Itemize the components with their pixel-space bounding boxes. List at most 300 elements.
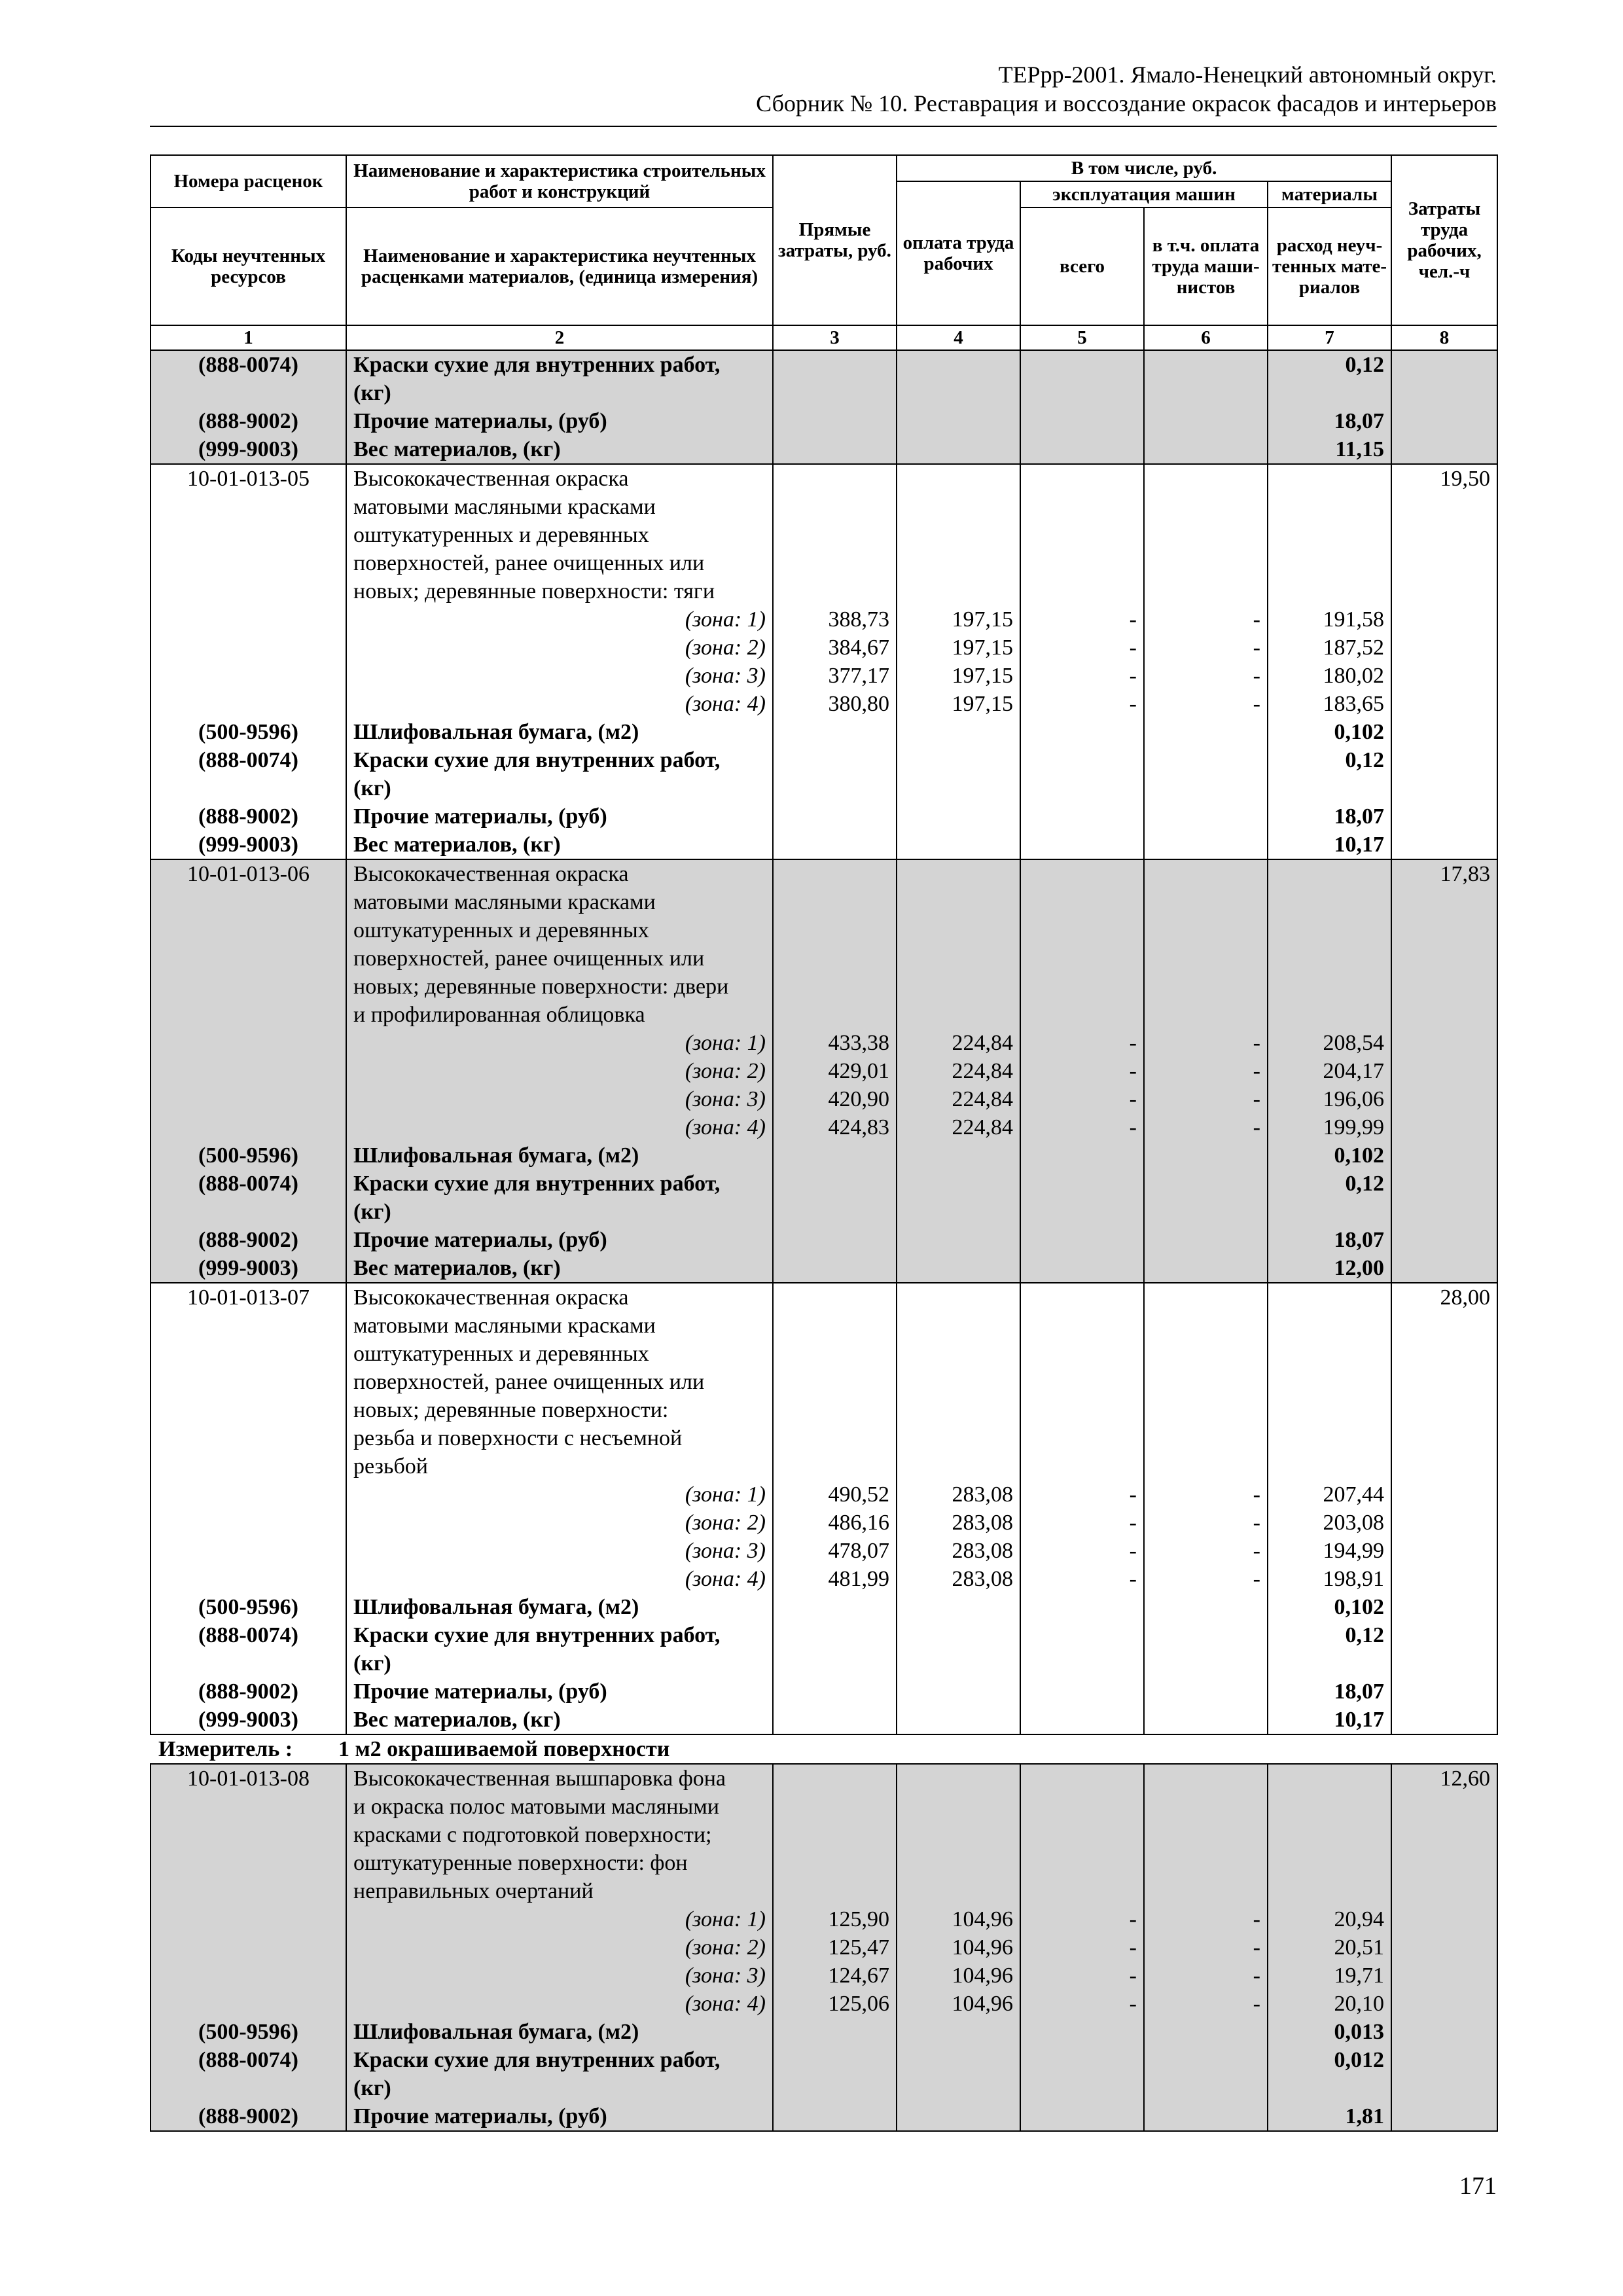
labor-hours [1391,2018,1497,2046]
labor-hours [1391,407,1497,435]
description-line: матовыми масляными красками [353,495,656,519]
resource-code: (500-9596) [151,2018,346,2046]
wage-cost [897,464,1020,605]
col4-header: оплата труда рабочих [897,181,1020,325]
machine-wage-cost: - [1144,1537,1268,1565]
wage-cost: 283,08 [897,1480,1020,1509]
labor-hours [1391,1962,1497,1990]
labor-hours [1391,1706,1497,1734]
labor-hours [1391,1677,1497,1706]
machine-cost: - [1020,1029,1144,1057]
col-number: 3 [773,325,897,350]
zone-row [151,1057,1497,1085]
rate-row [151,859,1497,1029]
material-cost: 199,99 [1268,1113,1391,1141]
machine-cost [1020,2046,1144,2102]
header-line-1: ТЕРрр-2001. Ямало-Ненецкий автономный округ. [998,62,1497,88]
rate-code: 10-01-013-05 [151,464,346,605]
material-name [346,1141,773,1170]
machine-cost [1020,1254,1144,1283]
machine-cost [1020,1593,1144,1621]
machine-wage-cost [1144,1283,1268,1480]
machine-cost [1020,831,1144,859]
material-consumption: 0,102 [1268,1593,1391,1621]
machine-cost [1020,407,1144,435]
zone-code-cell [151,1480,346,1509]
material-row [151,2018,1497,2046]
zone-label: (зона: 1) [346,1480,773,1509]
material-name-line: (кг) [353,1200,391,1224]
wage-cost: 224,84 [897,1029,1020,1057]
labor-hours [1391,718,1497,746]
zone-label: (зона: 3) [346,1085,773,1113]
machine-wage-cost [1144,2046,1268,2102]
material-consumption: 0,12 [1268,746,1391,802]
resource-code: (500-9596) [151,1141,346,1170]
machine-wage-cost [1144,2102,1268,2131]
machine-wage-cost [1144,1764,1268,1905]
wage-cost: 224,84 [897,1057,1020,1085]
zone-code-cell [151,662,346,690]
machine-cost [1020,1170,1144,1226]
labor-hours [1391,1990,1497,2018]
material-row [151,435,1497,464]
material-cost: 208,54 [1268,1029,1391,1057]
material-name [346,1226,773,1254]
zone-code-cell [151,1113,346,1141]
material-name-line: Шлифовальная бумага, (м2) [353,1595,639,1619]
machine-cost: - [1020,605,1144,634]
header-rule [150,126,1497,127]
resource-code: (999-9003) [151,1706,346,1734]
machine-wage-cost: - [1144,1565,1268,1593]
wage-cost [897,407,1020,435]
resource-code: (888-9002) [151,1226,346,1254]
zone-code-cell [151,1933,346,1962]
zone-row [151,1480,1497,1509]
material-name-line: Прочие материалы, (руб) [353,1679,607,1704]
direct-cost: 124,67 [773,1962,897,1990]
direct-cost [773,1677,897,1706]
material-consumption: 12,00 [1268,1254,1391,1283]
direct-cost: 433,38 [773,1029,897,1057]
machine-wage-cost [1144,859,1268,1029]
material-name-line: (кг) [353,2076,391,2100]
material-cost [1268,1764,1391,1905]
machine-wage-cost [1144,1170,1268,1226]
zone-label: (зона: 3) [346,662,773,690]
material-consumption: 0,012 [1268,2046,1391,2102]
wage-cost [897,1706,1020,1734]
resource-code: (888-0074) [151,350,346,407]
material-cost: 204,17 [1268,1057,1391,1085]
description-line: резьбой [353,1454,428,1479]
machine-cost: - [1020,1537,1144,1565]
direct-cost [773,1621,897,1677]
table-body [151,350,1497,2131]
material-consumption: 18,07 [1268,1677,1391,1706]
material-consumption: 0,102 [1268,1141,1391,1170]
machine-wage-cost [1144,1621,1268,1677]
machine-wage-cost [1144,2018,1268,2046]
machine-wage-cost [1144,1593,1268,1621]
resource-code: (888-9002) [151,802,346,831]
col1-top-header: Номера расценок [151,155,346,207]
direct-cost [773,1170,897,1226]
wage-cost [897,1283,1020,1480]
labor-hours [1391,1113,1497,1141]
zone-label: (зона: 3) [346,1537,773,1565]
material-cost: 183,65 [1268,690,1391,718]
direct-cost: 384,67 [773,634,897,662]
wage-cost [897,350,1020,407]
material-consumption: 10,17 [1268,831,1391,859]
machine-wage-cost [1144,1141,1268,1170]
material-name [346,407,773,435]
labor-hours [1391,2046,1497,2102]
zone-row [151,1565,1497,1593]
material-cost: 203,08 [1268,1509,1391,1537]
wage-cost: 283,08 [897,1509,1020,1537]
table-head [151,155,1497,350]
zone-row [151,1085,1497,1113]
labor-hours [1391,831,1497,859]
rate-row [151,1764,1497,1905]
measure-label: Измеритель : [158,1737,293,1761]
description-line: новых; деревянные поверхности: [353,1398,669,1422]
labor-hours [1391,1170,1497,1226]
labor-hours [1391,1141,1497,1170]
machines-header: эксплуатация машин [1020,181,1268,207]
resource-code: (999-9003) [151,831,346,859]
material-name-line: (кг) [353,1651,391,1676]
material-cost: 180,02 [1268,662,1391,690]
zone-label: (зона: 1) [346,1029,773,1057]
wage-cost [897,1226,1020,1254]
labor-hours [1391,1933,1497,1962]
material-name [346,831,773,859]
material-name [346,2102,773,2131]
wage-cost [897,802,1020,831]
machine-cost [1020,464,1144,605]
wage-cost: 224,84 [897,1113,1020,1141]
description-line: поверхностей, ранее очищенных или [353,946,705,971]
direct-cost: 429,01 [773,1057,897,1085]
machine-wage-cost [1144,1226,1268,1254]
description-line: поверхностей, ранее очищенных или [353,1370,705,1394]
labor-hours [1391,1621,1497,1677]
labor-hours [1391,1565,1497,1593]
description-line: резьба и поверхности с несъемной [353,1426,683,1450]
labor-hours [1391,435,1497,464]
material-name [346,1621,773,1677]
zone-code-cell [151,605,346,634]
material-name [346,802,773,831]
material-name-line: Краски сухие для внутренних работ, [353,353,721,377]
material-row [151,1141,1497,1170]
direct-cost [773,407,897,435]
resource-code: (888-0074) [151,1170,346,1226]
zone-label: (зона: 2) [346,1933,773,1962]
col2-bottom-header: Наименование и характеристика неучтенных расценками материалов, (единица измерения) [346,207,773,325]
direct-cost: 125,90 [773,1905,897,1933]
description-line: оштукатуренные поверхности: фон [353,1851,688,1875]
wage-cost [897,2102,1020,2131]
material-name [346,1170,773,1226]
material-row [151,1677,1497,1706]
wage-cost [897,718,1020,746]
machine-wage-cost: - [1144,1509,1268,1537]
material-consumption: 1,81 [1268,2102,1391,2131]
zone-label: (зона: 2) [346,634,773,662]
measure-cell [151,1734,1497,1764]
column-numbers-row [151,325,1497,350]
direct-cost: 388,73 [773,605,897,634]
material-name-line: Шлифовальная бумага, (м2) [353,1143,639,1168]
col7-header: расход неуч-тенных мате-риалов [1268,207,1391,325]
material-cost: 20,51 [1268,1933,1391,1962]
direct-cost: 481,99 [773,1565,897,1593]
col-number: 6 [1144,325,1268,350]
resource-code: (999-9003) [151,435,346,464]
machine-cost [1020,1621,1144,1677]
material-name-line: Краски сухие для внутренних работ, [353,1623,721,1647]
material-cost [1268,464,1391,605]
zone-code-cell [151,1085,346,1113]
direct-cost [773,435,897,464]
machine-cost [1020,435,1144,464]
zone-code-cell [151,634,346,662]
labor-hours [1391,662,1497,690]
direct-cost [773,350,897,407]
material-name-line: Вес материалов, (кг) [353,1708,561,1732]
resource-code: (888-0074) [151,1621,346,1677]
zone-label: (зона: 2) [346,1509,773,1537]
material-name-line: Вес материалов, (кг) [353,437,561,461]
machine-wage-cost: - [1144,1480,1268,1509]
work-description [346,464,773,605]
labor-hours [1391,2102,1497,2131]
machine-wage-cost [1144,464,1268,605]
description-line: и профилированная облицовка [353,1003,645,1027]
machine-cost [1020,1141,1144,1170]
machine-wage-cost [1144,746,1268,802]
wage-cost [897,1141,1020,1170]
wage-cost [897,1764,1020,1905]
rate-row [151,1283,1497,1480]
machine-cost [1020,859,1144,1029]
material-row [151,802,1497,831]
machine-cost: - [1020,1057,1144,1085]
machine-cost [1020,1677,1144,1706]
material-row [151,746,1497,802]
wage-cost: 104,96 [897,1962,1020,1990]
description-line: Высококачественная окраска [353,862,629,886]
zone-code-cell [151,1537,346,1565]
work-description [346,1764,773,1905]
rate-row [151,464,1497,605]
direct-cost: 125,47 [773,1933,897,1962]
wage-cost [897,746,1020,802]
col5-header: всего [1020,207,1144,325]
wage-cost [897,1254,1020,1283]
zone-row [151,662,1497,690]
wage-cost [897,1677,1020,1706]
rate-code: 10-01-013-08 [151,1764,346,1905]
description-line: матовыми масляными красками [353,890,656,914]
zone-code-cell [151,1990,346,2018]
material-consumption: 11,15 [1268,435,1391,464]
machine-wage-cost: - [1144,1113,1268,1141]
material-name [346,1706,773,1734]
direct-cost: 377,17 [773,662,897,690]
wage-cost [897,2046,1020,2102]
labor-hours [1391,1254,1497,1283]
material-name-line: Прочие материалы, (руб) [353,1228,607,1252]
direct-cost [773,718,897,746]
page-header [756,60,1497,118]
direct-cost: 478,07 [773,1537,897,1565]
machine-wage-cost [1144,718,1268,746]
labor-hours [1391,634,1497,662]
resource-code: (888-9002) [151,407,346,435]
measure-row [151,1734,1497,1764]
direct-cost [773,464,897,605]
work-description [346,859,773,1029]
zone-code-cell [151,1905,346,1933]
material-row [151,1254,1497,1283]
direct-cost: 420,90 [773,1085,897,1113]
material-consumption: 18,07 [1268,407,1391,435]
material-name-line: Вес материалов, (кг) [353,1256,561,1280]
col1-bottom-header: Коды неучтенных ресурсов [151,207,346,325]
machine-cost: - [1020,1085,1144,1113]
material-consumption: 0,013 [1268,2018,1391,2046]
machine-wage-cost [1144,831,1268,859]
col-number: 2 [346,325,773,350]
labor-hours [1391,1905,1497,1933]
material-cost: 191,58 [1268,605,1391,634]
zone-label: (зона: 4) [346,1113,773,1141]
wage-cost [897,1593,1020,1621]
material-name [346,1254,773,1283]
material-name-line: Шлифовальная бумага, (м2) [353,720,639,744]
direct-cost: 380,80 [773,690,897,718]
machine-wage-cost: - [1144,662,1268,690]
machine-cost [1020,1764,1144,1905]
zone-code-cell [151,1509,346,1537]
machine-wage-cost: - [1144,1990,1268,2018]
description-line: оштукатуренных и деревянных [353,918,649,942]
wage-cost [897,831,1020,859]
labor-hours [1391,605,1497,634]
material-name [346,350,773,407]
material-cost: 20,94 [1268,1905,1391,1933]
resource-code: (500-9596) [151,718,346,746]
zone-row [151,1905,1497,1933]
material-row [151,1170,1497,1226]
direct-cost [773,859,897,1029]
resource-code: (888-0074) [151,746,346,802]
machine-cost: - [1020,662,1144,690]
labor-hours [1391,1537,1497,1565]
material-row [151,1621,1497,1677]
group-header: В том числе, руб. [897,155,1391,181]
material-row [151,831,1497,859]
col-number: 7 [1268,325,1391,350]
direct-cost [773,2102,897,2131]
machine-wage-cost: - [1144,690,1268,718]
zone-row [151,1933,1497,1962]
machine-cost [1020,350,1144,407]
col-number: 8 [1391,325,1497,350]
material-cost: 187,52 [1268,634,1391,662]
machine-cost: - [1020,1113,1144,1141]
material-cost: 207,44 [1268,1480,1391,1509]
zone-row [151,1113,1497,1141]
material-cost: 19,71 [1268,1962,1391,1990]
labor-hours: 28,00 [1391,1283,1497,1480]
labor-hours [1391,350,1497,407]
machine-cost: - [1020,1509,1144,1537]
wage-cost: 283,08 [897,1565,1020,1593]
machine-wage-cost: - [1144,1029,1268,1057]
machine-cost: - [1020,1933,1144,1962]
zone-row [151,1509,1497,1537]
rate-code: 10-01-013-06 [151,859,346,1029]
direct-cost [773,831,897,859]
machine-cost [1020,2018,1144,2046]
description-line: Высококачественная окраска [353,467,629,491]
material-name [346,718,773,746]
material-name-line: Прочие материалы, (руб) [353,804,607,829]
machine-cost: - [1020,1962,1144,1990]
direct-cost [773,746,897,802]
material-consumption: 0,102 [1268,718,1391,746]
material-row [151,1226,1497,1254]
col-number: 5 [1020,325,1144,350]
machine-cost: - [1020,634,1144,662]
zone-label: (зона: 3) [346,1962,773,1990]
material-name-line: Краски сухие для внутренних работ, [353,748,721,772]
resource-code: (888-0074) [151,2046,346,2102]
machine-cost: - [1020,690,1144,718]
machine-cost [1020,746,1144,802]
machine-cost: - [1020,1905,1144,1933]
col8-header: Затраты труда рабочих, чел.-ч [1391,155,1497,325]
machine-wage-cost [1144,802,1268,831]
wage-cost: 104,96 [897,1905,1020,1933]
machine-cost [1020,2102,1144,2131]
zone-label: (зона: 1) [346,605,773,634]
header-line-2: Сборник № 10. Реставрация и воссоздание окрасок фасадов и интерьеров [756,90,1497,117]
wage-cost [897,1621,1020,1677]
machine-wage-cost [1144,1677,1268,1706]
labor-hours [1391,802,1497,831]
page-number: 171 [1459,2172,1497,2200]
labor-hours [1391,1029,1497,1057]
col-number: 1 [151,325,346,350]
wage-cost: 197,15 [897,605,1020,634]
machine-cost [1020,1226,1144,1254]
material-name-line: Вес материалов, (кг) [353,833,561,857]
description-line: неправильных очертаний [353,1879,594,1903]
zone-row [151,634,1497,662]
zone-label: (зона: 4) [346,690,773,718]
material-row [151,1593,1497,1621]
direct-cost [773,2046,897,2102]
material-row [151,2046,1497,2102]
